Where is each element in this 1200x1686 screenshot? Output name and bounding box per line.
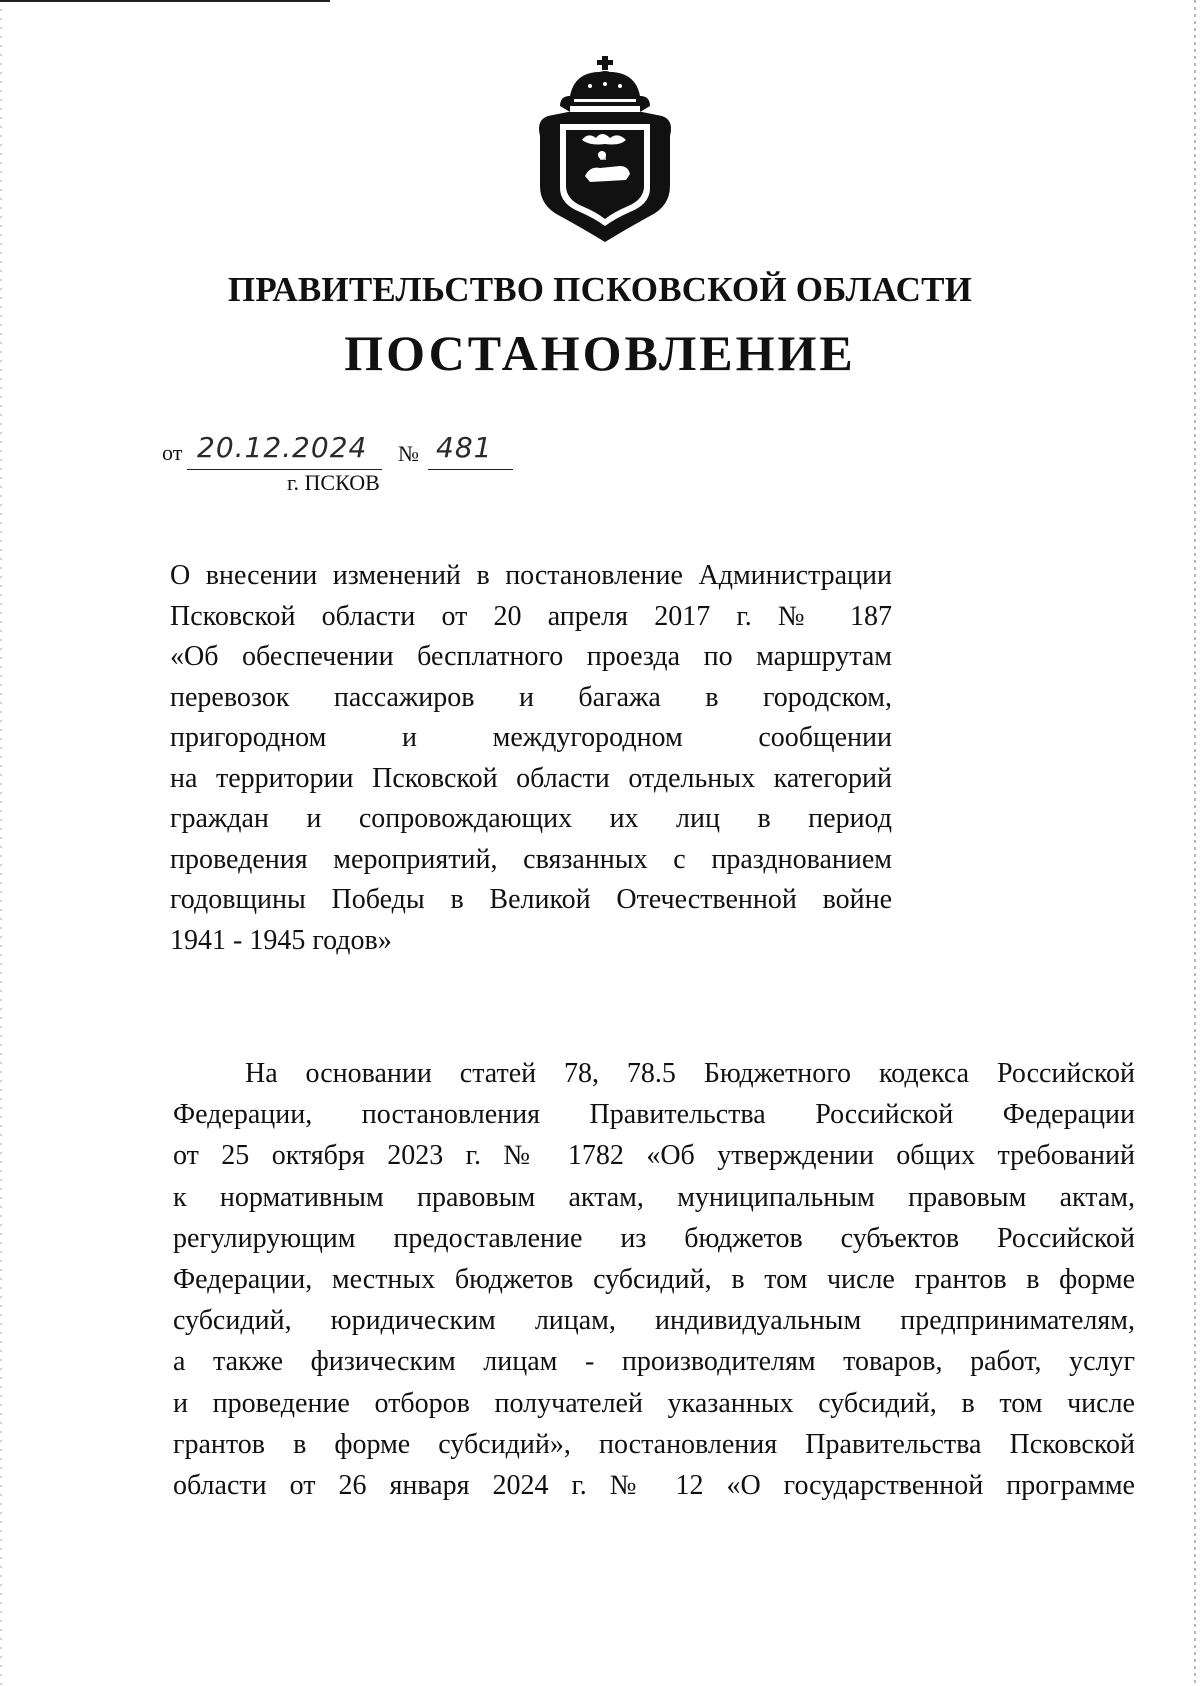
subject-line: пригородном и междугородном сообщении [170,722,892,753]
body-line: а также физическим лицам - производителям товаров, работ, услуг [173,1346,1135,1378]
subject-line: «Об обеспечении бесплатного проезда по маршрутам [170,641,892,672]
number-field [428,431,513,470]
subject-block [170,556,892,961]
subject-line: О внесении изменений в постановление Администрации [170,560,892,591]
date-prefix: от [162,440,183,465]
organization-title: ПРАВИТЕЛЬСТВО ПСКОВСКОЙ ОБЛАСТИ [227,270,973,309]
date-handwritten: 20.12.2024 [197,431,368,464]
subject-line: на территории Псковской области отдельных категорий [170,762,892,794]
city-label: г. ПСКОВ [287,470,380,495]
body-line: На основании статей 78, 78.5 Бюджетного кодекса Российской [245,1058,1135,1089]
document-type-title: ПОСТАНОВЛЕНИЕ [344,325,856,381]
number-prefix: № [398,441,419,466]
subject-line: проведения мероприятий, связанных с празднованием [170,843,892,875]
body-line: Федерации, местных бюджетов субсидий, в том числе грантов в форме [173,1263,1135,1295]
subject-line: 1941 - 1945 годов» [170,924,392,956]
body-line: регулирующим предоставление из бюджетов субъектов Российской [173,1222,1135,1254]
body-paragraph [173,1053,1135,1506]
scan-edge-right [1194,0,1196,1686]
scan-edge-left [0,0,2,1686]
subject-line: годовщины Победы в Великой Отечественной войне [170,884,892,915]
body-line: Федерации, постановления Правительства Российской Федерации [173,1099,1135,1131]
body-line: грантов в форме субсидий», постановления Правительства Псковской [173,1428,1135,1460]
subject-line: Псковской области от 20 апреля 2017 г. № 187 [170,600,892,632]
number-handwritten: 481 [436,431,493,464]
body-line: к нормативным правовым актам, муниципальным правовым актам, [173,1181,1135,1213]
body-line: области от 26 января 2024 г. № 12 «О государственной программе [173,1469,1135,1501]
body-line: субсидий, юридическим лицам, индивидуальным предпринимателям, [173,1305,1135,1337]
subject-line: граждан и сопровождающих их лиц в период [170,803,892,834]
body-line: и проведение отборов получателей указанных субсидий, в том числе [173,1387,1135,1419]
date-field [187,431,382,470]
subject-line: перевозок пассажиров и багажа в городском, [170,681,892,713]
body-line: от 25 октября 2023 г. № 1782 «Об утверждении общих требований [173,1140,1135,1172]
scan-top-rule [0,0,330,2]
pskov-coat-of-arms-icon [530,56,680,244]
